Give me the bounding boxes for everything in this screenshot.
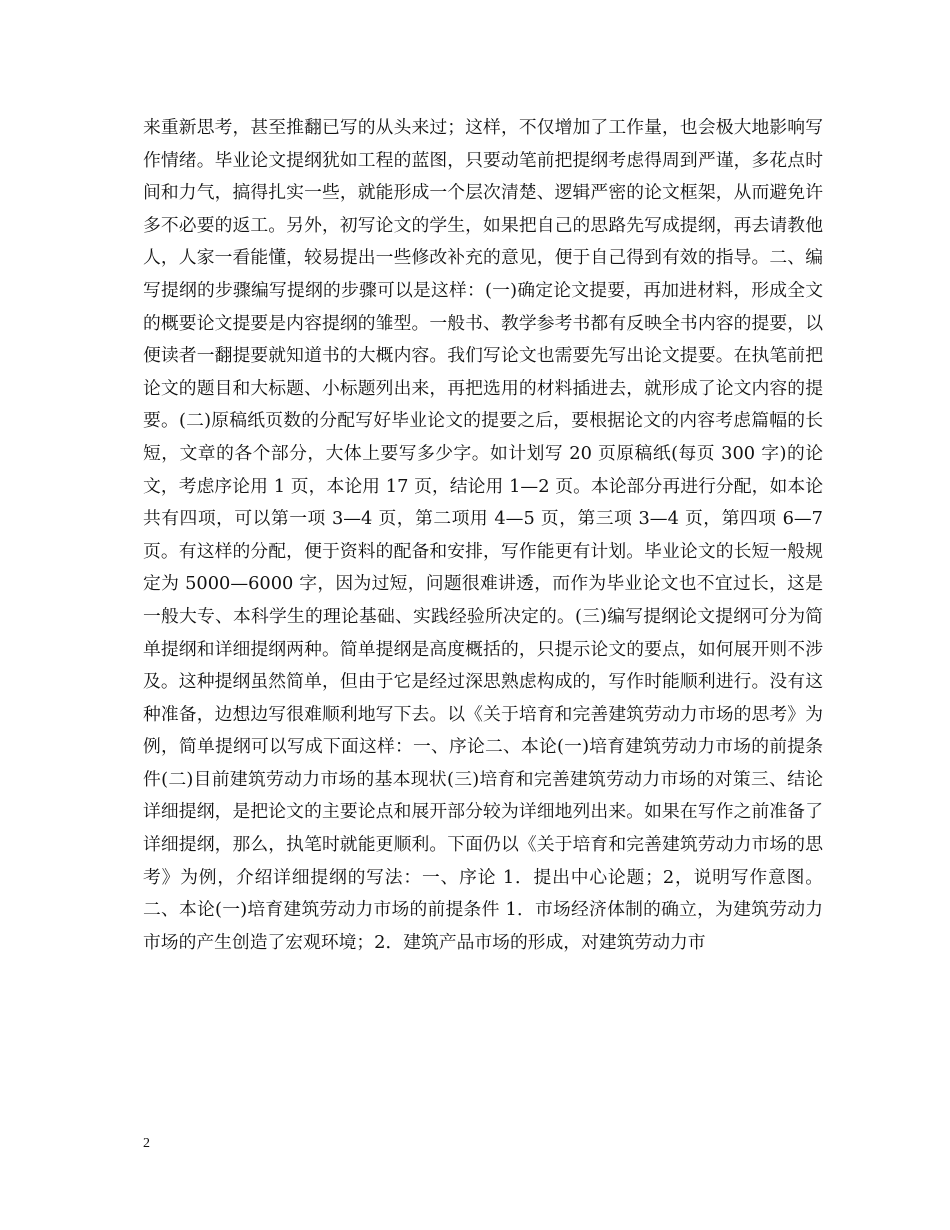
page-number: 2 [143,1136,150,1151]
body-paragraph: 来重新思考，甚至推翻已写的从头来过；这样，不仅增加了工作量，也会极大地影响写作情绪。毕业论文提纲犹如工程的蓝图，只要动笔前把提纲考虑得周到严谨，多花点时间和力气，搞得扎实一些，就能形成一个层次清楚、逻辑严密的论文框架，从而避免许多不必要的返工。另外，初写论文的学生，如果把自己的思路先写成提纲，再去请教他人，人家一看能懂，较易提出一些修改补充的意见，便于自己得到有效的指导。二、编写提纲的步骤编写提纲的步骤可以是这样：(一)确定论文提要，再加进材料，形成全文的概要论文提要是内容提纲的雏型。一般书、教学参考书都有反映全书内容的提要，以便读者一翻提要就知道书的大概内容。我们写论文也需要先写出论文提要。在执笔前把论文的题目和大标题、小标题列出来，再把选用的材料插进去，就形成了论文内容的提要。(二)原稿纸页数的分配写好毕业论文的提要之后，要根据论文的内容考虑篇幅的长短，文章的各个部分，大体上要写多少字。如计划写 20 页原稿纸(每页 300 字)的论文，考虑序论用 1 页，本论用 17 页，结论用 1—2 页。本论部分再进行分配，如本论共有四项，可以第一项 3—4 页，第二项用 4—5 页，第三项 3—4 页，第四项 6—7 页。有这样的分配，便于资料的配备和安排，写作能更有计划。毕业论文的长短一般规定为 5000—6000 字，因为过短，问题很难讲透，而作为毕业论文也不宜过长，这是一般大专、本科学生的理论基础、实践经验所决定的。(三)编写提纲论文提纲可分为简单提纲和详细提纲两种。简单提纲是高度概括的，只提示论文的要点，如何展开则不涉及。这种提纲虽然简单，但由于它是经过深思熟虑构成的，写作时能顺利进行。没有这种准备，边想边写很难顺利地写下去。以《关于培育和完善建筑劳动力市场的思考》为例，简单提纲可以写成下面这样：一、序论二、本论(一)培育建筑劳动力市场的前提条件(二)目前建筑劳动力市场的基本现状(三)培育和完善建筑劳动力市场的对策三、结论详细提纲，是把论文的主要论点和展开部分较为详细地列出来。如果在写作之前准备了详细提纲，那么，执笔时就能更顺利。下面仍以《关于培育和完善建筑劳动力市场的思考》为例，介绍详细提纲的写法：一、序论 1．提出中心论题；2，说明写作意图。二、本论(一)培育建筑劳动力市场的前提条件 1．市场经济体制的确立，为建筑劳动力市场的产生创造了宏观环境；2．建筑产品市场的形成，对建筑劳动力市 [143,117,823,953]
